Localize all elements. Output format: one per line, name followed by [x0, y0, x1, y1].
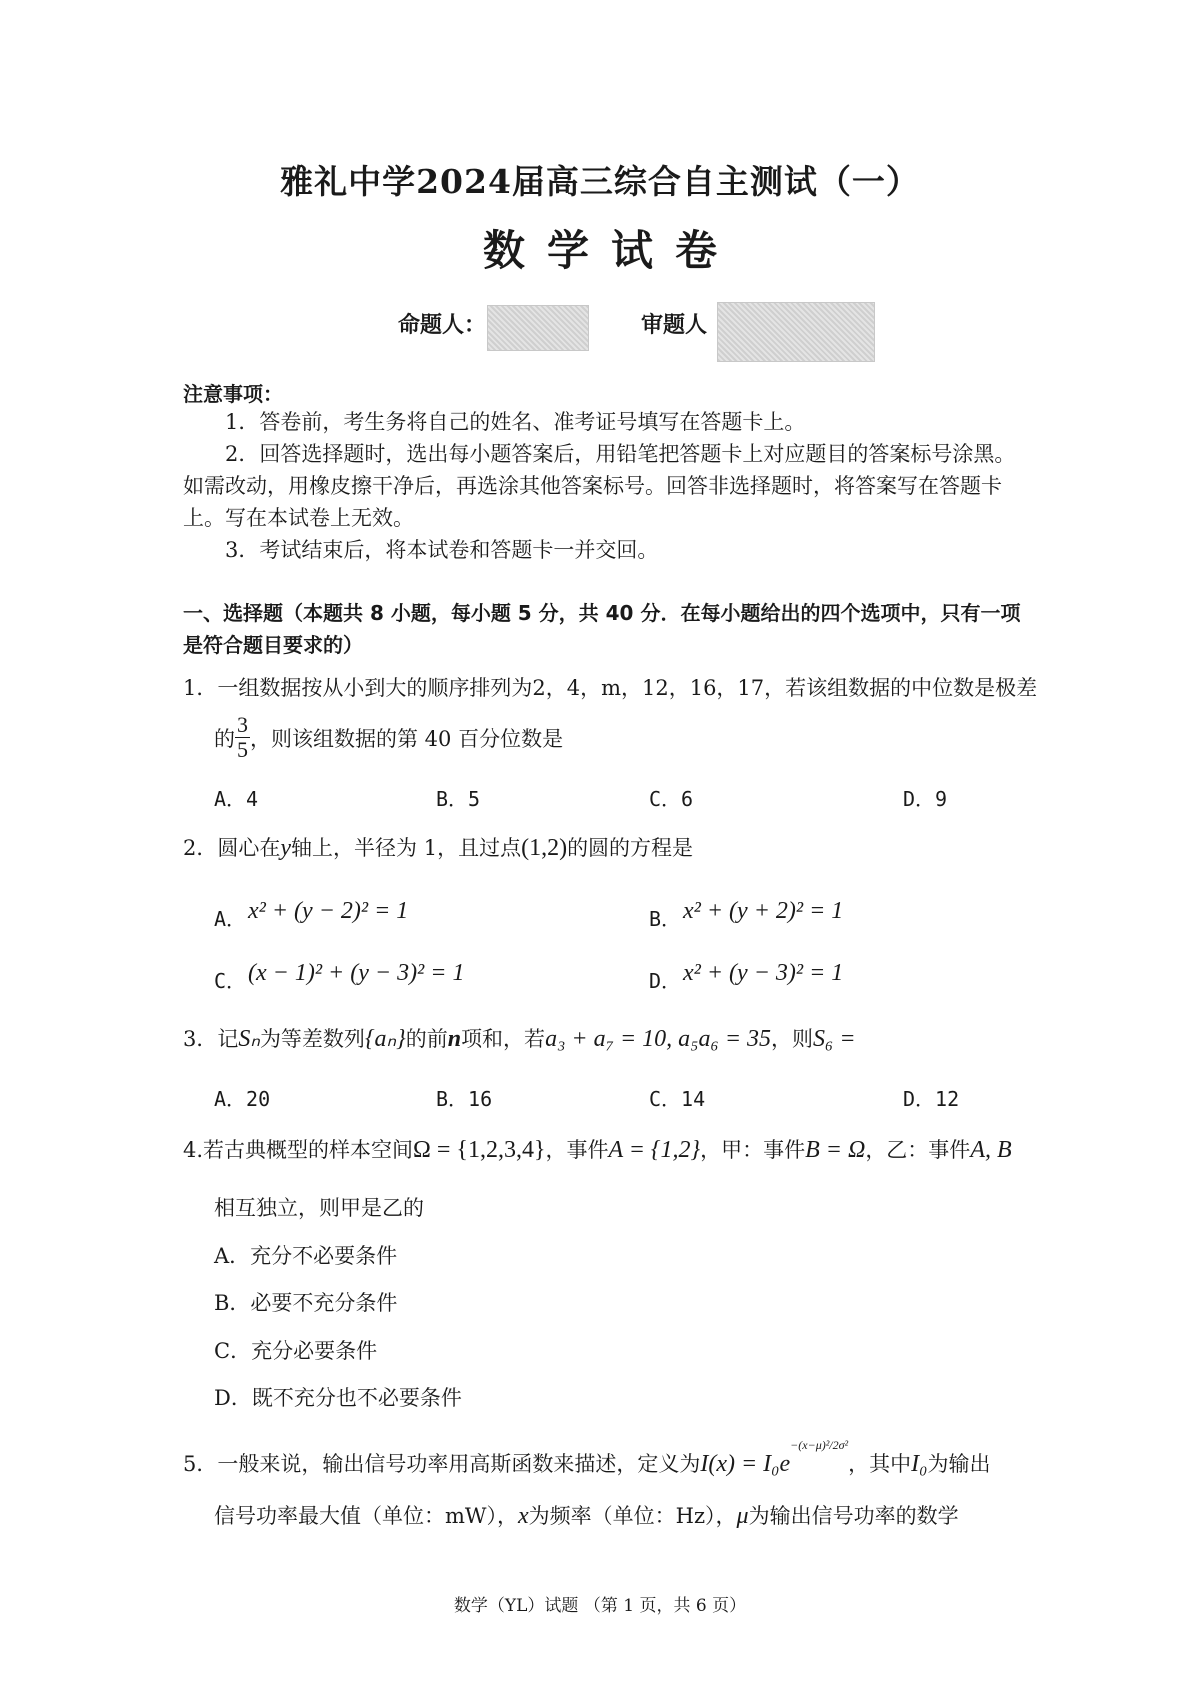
q4-option-d: D．既不充分也不必要条件 [214, 1386, 462, 1410]
q1-line1: 1．一组数据按从小到大的顺序排列为2，4，m，12，16，17，若该组数据的中位数是极差 [183, 676, 1038, 700]
q5-pre: 5．一般来说，输出信号功率用高斯函数来描述，定义为 [183, 1452, 701, 1476]
q5-line2-a: 信号功率最大值（单位：mW）， [214, 1504, 518, 1528]
q5-mu: μ [736, 1503, 749, 1529]
q5-line2 [214, 1500, 959, 1530]
q3-condition: a₃ + a₇ = 10, a₅a₆ = 35 [545, 1026, 772, 1052]
q5-x: x [518, 1503, 529, 1529]
subject-title: 数学试卷 [482, 226, 739, 275]
q1-option-c: C．6 [649, 787, 694, 811]
q3-option-c: C．14 [649, 1087, 706, 1111]
exam-title: 雅礼中学2024届高三综合自主测试（一） [280, 162, 920, 201]
q1-option-a: A．4 [214, 787, 259, 811]
q2-stem [183, 832, 693, 862]
page-footer: 数学（YL）试题 （第 1 页，共 6 页） [453, 1596, 747, 1616]
q3-option-a: A．20 [214, 1087, 271, 1111]
q3-mid3: 项和，若 [461, 1027, 546, 1051]
q3-option-b: B．16 [436, 1087, 493, 1111]
q2-option-d: x² + (y − 3)² = 1 [683, 960, 844, 986]
q3-s6: S₆ = [813, 1026, 856, 1052]
q4-omega: Ω = {1,2,3,4} [413, 1137, 546, 1163]
q1-line2-pre: 的 [214, 726, 235, 751]
q5-post: 为输出 [927, 1452, 991, 1476]
q2-post: 的圆的方程是 [567, 836, 694, 860]
q4-event-a: A = {1,2} [608, 1137, 701, 1163]
q4-mid1: ，事件 [545, 1138, 609, 1162]
q3-mid1: 为等差数列 [259, 1027, 365, 1051]
q2-option-c-label: C． [214, 969, 247, 993]
q2-pre: 2．圆心在 [183, 836, 281, 860]
q4-pre: 4.若古典概型的样本空间 [183, 1138, 414, 1162]
q5-formula: I(x) = I₀e [700, 1451, 791, 1477]
q3-stem [183, 1023, 856, 1053]
q2-option-b-label: B． [649, 907, 682, 931]
q3-mid2: 的前 [405, 1027, 448, 1051]
q4-mid3: ，乙：事件 [865, 1138, 971, 1162]
q5-line2-b: 为频率（单位：Hz）， [528, 1504, 737, 1528]
q2-option-a-label: A． [214, 907, 247, 931]
q1-fraction [235, 713, 250, 762]
q2-var-y: y [280, 835, 292, 861]
q4-event-b: B = Ω [805, 1137, 866, 1163]
q1-option-d: D．9 [903, 787, 948, 811]
q2-point: (1,2) [521, 835, 568, 861]
author-label: 命题人： [398, 313, 487, 338]
q2-option-c: (x − 1)² + (y − 3)² = 1 [248, 960, 465, 986]
q1-option-b: B．5 [436, 787, 481, 811]
section-heading: 一、选择题（本题共 8 小题，每小题 5 分，共 40 分．在每小题给出的四个选项中，只有一项是符合题目要求的） [183, 601, 1021, 657]
q2-mid: 轴上，半径为 1，且过点 [291, 836, 522, 860]
notice-item-2: 2．回答选择题时，选出每小题答案后，用铅笔把答题卡上对应题目的答案标号涂黑。如需改动，用橡皮擦干净后，再选涂其他答案标号。回答非选择题时，将答案写在答题卡上。写在本试卷上无效。 [183, 442, 1016, 530]
notice-item-1: 1．答卷前，考生务将自己的姓名、准考证号填写在答题卡上。 [225, 410, 806, 434]
q1-frac-den: 5 [237, 737, 248, 762]
q4-option-a: A．充分不必要条件 [214, 1244, 398, 1268]
notice-item-3: 3．考试结束后，将本试卷和答题卡一并交回。 [225, 538, 659, 562]
q4-ab: A, B [970, 1137, 1012, 1163]
q1-line2-post: ，则该组数据的第 40 百分位数是 [250, 726, 564, 751]
q1-frac-num: 3 [237, 712, 248, 737]
q5-i0: I₀ [911, 1451, 928, 1477]
author-redaction [487, 305, 589, 351]
reviewer-redaction [717, 302, 875, 362]
q1-line2 [214, 713, 563, 762]
reviewer-label: 审题人 [641, 313, 708, 338]
q2-option-b: x² + (y + 2)² = 1 [683, 898, 844, 924]
q3-option-d: D．12 [903, 1087, 960, 1111]
q3-an: {aₙ} [364, 1026, 406, 1052]
q4-line2: 相互独立，则甲是乙的 [214, 1196, 424, 1220]
q5-formula-exponent: −(x−μ)²/2σ² [790, 1438, 849, 1452]
q2-option-d-label: D． [649, 969, 682, 993]
q4-mid2: ，甲：事件 [700, 1138, 806, 1162]
q4-stem [183, 1134, 1012, 1164]
q4-option-c: C．充分必要条件 [214, 1339, 378, 1363]
q3-n: n [447, 1026, 462, 1052]
q2-option-a: x² + (y − 2)² = 1 [248, 898, 409, 924]
q3-pre: 3．记 [183, 1027, 239, 1051]
q3-mid4: ，则 [771, 1027, 814, 1051]
q4-option-b: B．必要不充分条件 [214, 1291, 398, 1315]
q5-line2-c: 为输出信号功率的数学 [748, 1504, 959, 1528]
q5-mid: ，其中 [848, 1452, 912, 1476]
notice-heading: 注意事项： [183, 382, 283, 406]
q3-sn: Sₙ [238, 1026, 260, 1052]
